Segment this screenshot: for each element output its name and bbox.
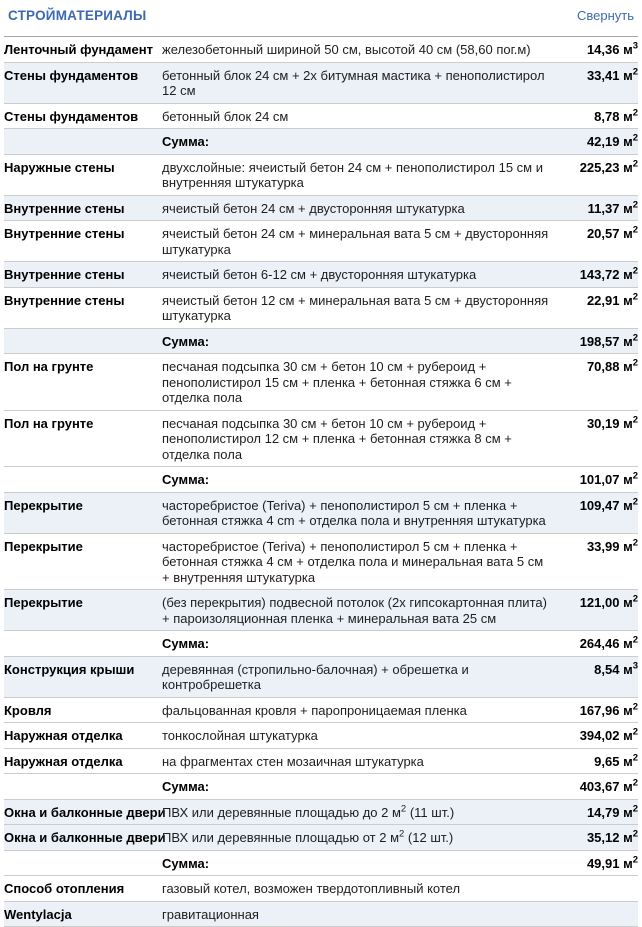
category-cell (4, 129, 162, 155)
table-row (4, 129, 638, 155)
value-cell: 20,57 $м^2$ (586, 224, 638, 241)
sum-label-cell: Сумма: (162, 472, 210, 487)
unit-exponent: 3 (632, 40, 638, 52)
table-row (4, 799, 638, 825)
description-cell: ячеистый бетон 12 см + минеральная вата 5 см + двусторонняя штукатурка (162, 292, 549, 323)
table-row (4, 723, 638, 749)
category-cell: Кровля (4, 702, 52, 718)
value-cell: 394,02 $м^2$ (579, 726, 638, 743)
category-cell (4, 631, 162, 657)
table-row (4, 154, 638, 195)
category-cell: Пол на грунте (4, 415, 94, 431)
unit-exponent: 2 (632, 291, 638, 303)
value-cell: 33,99 $м^2$ (586, 537, 638, 554)
table-row (4, 631, 638, 657)
unit-exponent: 2 (632, 701, 638, 713)
materials-table (4, 36, 638, 927)
description-cell: ячеистый бетон 24 см + минеральная вата 5 см + двусторонняя штукатурка (162, 226, 549, 257)
table-row (4, 287, 638, 328)
section-header (0, 8, 642, 23)
value-cell: 14,36 $м^3$ (586, 40, 638, 57)
value-cell: 121,00 $м^2$ (579, 593, 638, 610)
sum-label-cell: Сумма: (162, 636, 210, 651)
unit-exponent: 3 (632, 660, 638, 672)
superscript: 2 (400, 803, 407, 815)
value-cell: 403,67 $м^2$ (579, 777, 638, 794)
value-cell: 33,41 $м^2$ (586, 66, 638, 83)
table-row (4, 37, 638, 63)
category-cell: Конструкция крыши (4, 661, 135, 677)
category-cell: Перекрытие (4, 538, 83, 554)
unit-exponent: 2 (632, 224, 638, 236)
category-cell: Внутренние стены (4, 267, 125, 282)
table-row (4, 876, 638, 902)
unit-exponent: 2 (632, 803, 638, 815)
value-cell (554, 901, 638, 927)
table-row (4, 901, 638, 927)
value-cell (554, 876, 638, 902)
value-cell: 8,78 $м^2$ (594, 107, 638, 124)
description-cell: часторебристое (Teriva) + пенополистирол 5 см + пленка + бетонная стяжка 4 cm + отделка пола и внутренняя штукатурка (162, 497, 546, 528)
value-cell: 109,47 $м^2$ (579, 496, 638, 513)
description-cell: гравитационная (162, 906, 259, 922)
table-row (4, 590, 638, 631)
category-cell: Наружные стены (4, 159, 115, 175)
sum-label-cell: Сумма: (162, 333, 210, 349)
table-row (4, 825, 638, 851)
unit-exponent: 2 (632, 470, 638, 482)
table-row (4, 410, 638, 467)
collapse-link[interactable]: Свернуть (576, 8, 634, 23)
value-cell: 70,88 $м^2$ (586, 357, 638, 374)
superscript: 2 (399, 828, 405, 840)
description-cell: фальцованная кровля + паропроницаемая пленка (162, 702, 467, 718)
value-cell: 8,54 $м^3$ (594, 660, 638, 677)
table-row (4, 656, 638, 697)
category-cell: Стены фундаментов (4, 108, 139, 124)
table-row (4, 697, 638, 723)
value-cell: 49,91 $м^2$ (586, 854, 638, 871)
unit-exponent: 2 (632, 66, 638, 78)
table-row (4, 748, 638, 774)
category-cell: Способ отопления (4, 881, 125, 896)
unit-exponent: 2 (632, 496, 638, 508)
description-cell: ПВХ или деревянные площадью от 2 $м^2$ (12 шт.) (162, 828, 454, 845)
description-cell: железобетонный шириной 50 см, высотой 40 см (58,60 пог.м) (162, 42, 531, 57)
category-cell (4, 850, 162, 876)
table-row (4, 492, 638, 533)
unit-exponent: 2 (632, 107, 638, 119)
value-cell: 11,37 $м^2$ (587, 199, 638, 216)
category-cell: Внутренние стены (4, 226, 125, 241)
table-row (4, 850, 638, 876)
unit-exponent: 2 (632, 854, 638, 866)
unit-exponent: 2 (632, 414, 638, 426)
sum-label-cell: Сумма: (162, 779, 210, 794)
value-cell: 14,79 $м^2$ (586, 803, 638, 820)
value-cell: 143,72 $м^2$ (579, 265, 638, 282)
unit-exponent: 2 (632, 593, 638, 605)
unit-exponent: 2 (632, 537, 638, 549)
category-cell: Окна и балконные двери (4, 830, 166, 845)
table-row (4, 328, 638, 354)
value-cell: 167,96 $м^2$ (579, 701, 638, 718)
materials-table-body (4, 37, 638, 927)
table-row (4, 103, 638, 129)
description-cell: бетонный блок 24 см + 2х битумная мастика + пенополистирол 12 см (162, 67, 545, 98)
unit-exponent: 2 (632, 265, 638, 277)
table-row (4, 354, 638, 411)
value-cell: 42,19 $м^2$ (586, 132, 638, 149)
description-cell: бетонный блок 24 см (162, 108, 289, 124)
unit-exponent: 2 (632, 828, 638, 840)
description-cell: песчаная подсыпка 30 см + бетон 10 см + рубероид + пенополистирол 12 см + пленка + бетонная стяжка 8 см + отделка пола (162, 415, 512, 462)
category-cell: Внутренние стены (4, 292, 125, 308)
table-row (4, 195, 638, 221)
category-cell: Перекрытие (4, 497, 83, 513)
description-cell: тонкослойная штукатурка (162, 728, 318, 743)
unit-exponent: 2 (632, 634, 638, 646)
description-cell: (без перекрытия) подвесной потолок (2х гипсокартонная плита) + пароизоляционная пленка + минеральная вата 25 см (162, 595, 547, 626)
sum-label-cell: Сумма: (162, 134, 210, 149)
description-cell: часторебристое (Teriva) + пенополистирол 5 см + пленка + бетонная стяжка 4 см + отделка пола и минеральная вата 5 см + внутренняя штукатурка (162, 538, 544, 585)
category-cell: Перекрытие (4, 595, 83, 610)
unit-exponent: 2 (632, 357, 638, 369)
unit-exponent: 2 (632, 777, 638, 789)
unit-exponent: 2 (632, 726, 638, 738)
category-cell: Ленточный фундамент (4, 42, 153, 57)
section-title: СТРОЙМАТЕРИАЛЫ (8, 8, 147, 23)
category-cell: Наружная отделка (4, 753, 123, 769)
category-cell (4, 328, 162, 354)
table-row (4, 262, 638, 288)
table-row (4, 467, 638, 493)
category-cell: Окна и балконные двери (4, 804, 166, 820)
value-cell: 22,91 $м^2$ (586, 291, 638, 308)
category-cell (4, 467, 162, 493)
description-cell: ячеистый бетон 24 см + двусторонняя штукатурка (162, 200, 465, 216)
category-cell: Внутренние стены (4, 200, 125, 216)
description-cell: двухслойные: ячеистый бетон 24 см + пенополистирол 15 см и внутренняя штукатурка (162, 159, 543, 190)
table-row (4, 221, 638, 262)
category-cell: Наружная отделка (4, 728, 123, 743)
description-cell: ПВХ или деревянные площадью до 2 $м^2$ (11 шт.) (162, 803, 455, 820)
value-cell: 264,46 $м^2$ (579, 634, 638, 651)
description-cell: газовый котел, возможен твердотопливный котел (162, 881, 461, 896)
description-cell: на фрагментах стен мозаичная штукатурка (162, 753, 424, 769)
unit-exponent: 2 (632, 752, 638, 764)
unit-exponent: 2 (632, 199, 638, 211)
category-cell: Стены фундаментов (4, 67, 139, 83)
value-cell: 198,57 $м^2$ (579, 332, 638, 349)
description-cell: ячеистый бетон 6-12 см + двусторонняя штукатурка (162, 267, 477, 282)
unit-exponent: 2 (632, 158, 638, 170)
value-cell: 225,23 $м^2$ (579, 158, 638, 175)
table-row (4, 774, 638, 800)
description-cell: деревянная (стропильно-балочная) + обрешетка и контробрешетка (162, 661, 469, 692)
unit-exponent: 2 (632, 132, 638, 144)
unit-exponent: 2 (632, 332, 638, 344)
value-cell: 9,65 $м^2$ (594, 752, 638, 769)
value-cell: 30,19 $м^2$ (586, 414, 638, 431)
table-row (4, 533, 638, 590)
value-cell: 35,12 $м^2$ (586, 828, 638, 845)
category-cell: Пол на грунте (4, 359, 94, 374)
table-row (4, 62, 638, 103)
sum-label-cell: Сумма: (162, 855, 210, 871)
value-cell: 101,07 $м^2$ (579, 470, 638, 487)
category-cell: Wentylacja (4, 906, 72, 922)
category-cell (4, 774, 162, 800)
description-cell: песчаная подсыпка 30 см + бетон 10 см + рубероид + пенополистирол 15 см + пленка + бетонная стяжка 6 см + отделка пола (162, 359, 512, 405)
